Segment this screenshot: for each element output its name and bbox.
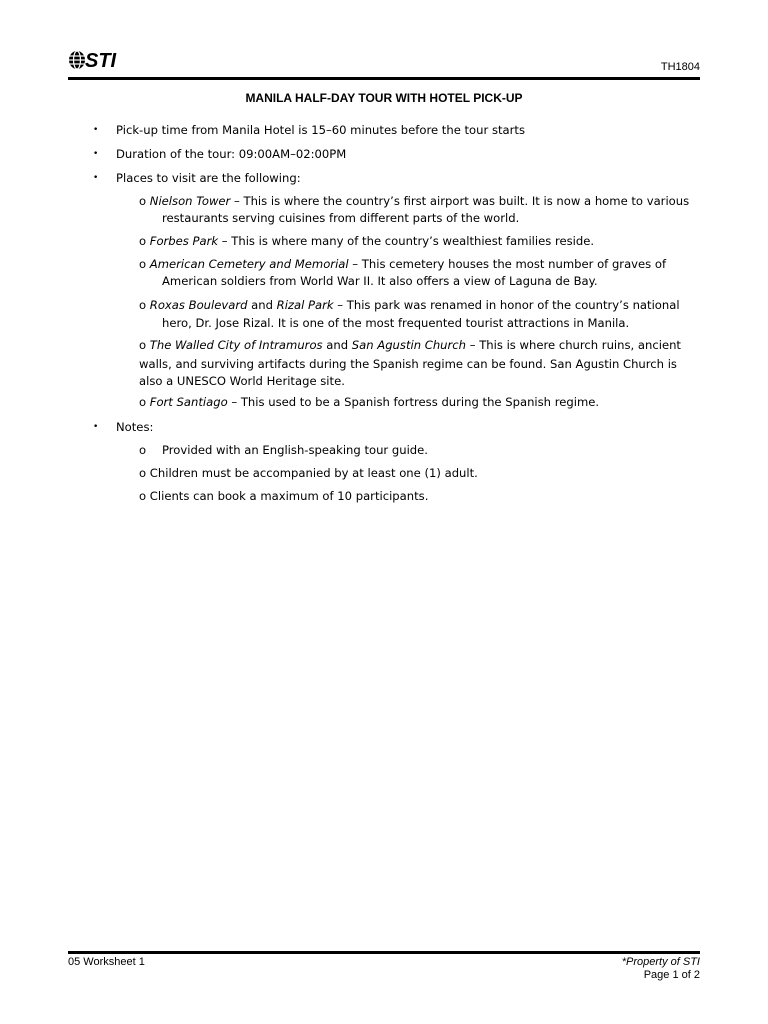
page-number: Page 1 of 2 bbox=[643, 969, 700, 981]
notes-heading: Notes: bbox=[116, 420, 154, 434]
place-joiner: and bbox=[247, 298, 277, 312]
place-name: The Walled City of Intramuros bbox=[149, 338, 323, 352]
note-text: Clients can book a maximum of 10 participants. bbox=[149, 489, 429, 503]
footer-info bbox=[622, 956, 700, 982]
svg-text:STI: STI bbox=[85, 50, 117, 72]
place-description: – This cemetery houses the most number of graves of bbox=[348, 257, 667, 271]
sti-logo bbox=[68, 47, 120, 73]
place-roxas-rizal bbox=[139, 297, 680, 313]
place-name: American Cemetery and Memorial bbox=[149, 257, 349, 271]
place-description: – This used to be a Spanish fortress during the Spanish regime. bbox=[227, 395, 600, 409]
place-description-cont: American soldiers from World War II. It also offers a view of Laguna de Bay. bbox=[162, 274, 598, 288]
place-joiner: and bbox=[322, 338, 352, 352]
place-description-cont: restaurants serving cuisines from different parts of the world. bbox=[162, 211, 520, 225]
place-description: – This is where many of the country’s wealthiest families reside. bbox=[218, 234, 595, 248]
sub-bullet-marker: o bbox=[139, 466, 150, 480]
sub-bullet-marker: o bbox=[139, 298, 150, 312]
pickup-time-item: Pick-up time from Manila Hotel is 15–60 minutes before the tour starts bbox=[116, 123, 525, 137]
note-text: Children must be accompanied by at least one (1) adult. bbox=[149, 466, 478, 480]
place-description-cont: hero, Dr. Jose Rizal. It is one of the most frequented tourist attractions in Manila. bbox=[162, 316, 630, 330]
property-notice: *Property of STI bbox=[621, 956, 700, 968]
place-american-cemetery bbox=[139, 256, 666, 272]
place-description: – This is where the country’s first airport was built. It is now a home to various bbox=[230, 194, 690, 208]
duration-item: Duration of the tour: 09:00AM–02:00PM bbox=[116, 147, 347, 161]
footer-divider bbox=[68, 951, 700, 954]
sub-bullet-marker: o bbox=[139, 443, 147, 457]
place-description-cont: also a UNESCO World Heritage site. bbox=[139, 374, 345, 388]
bullet-marker: • bbox=[93, 173, 99, 183]
place-name: Forbes Park bbox=[149, 234, 219, 248]
sub-bullet-marker: o bbox=[139, 395, 150, 409]
place-fort-santiago bbox=[139, 394, 599, 410]
sub-bullet-marker: o bbox=[139, 234, 150, 248]
places-heading: Places to visit are the following: bbox=[116, 171, 301, 185]
bullet-marker: • bbox=[93, 422, 99, 432]
document-code: TH1804 bbox=[660, 61, 700, 73]
sub-bullet-marker: o bbox=[139, 489, 150, 503]
place-intramuros bbox=[139, 337, 681, 353]
place-description: – This is where church ruins, ancient bbox=[466, 338, 681, 352]
place-nielson-tower bbox=[139, 193, 689, 209]
sub-bullet-marker: o bbox=[139, 338, 150, 352]
place-name: Nielson Tower bbox=[149, 194, 231, 208]
place-name-2: San Agustin Church bbox=[351, 338, 467, 352]
note-tour-guide: Provided with an English-speaking tour guide. bbox=[162, 443, 428, 457]
bullet-marker: • bbox=[93, 149, 99, 159]
sti-logo-icon bbox=[68, 48, 120, 72]
bullet-marker: • bbox=[93, 125, 99, 135]
place-description-cont: walls, and surviving artifacts during the Spanish regime can be found. San Agustin Church is bbox=[139, 357, 677, 371]
header-divider bbox=[68, 77, 700, 80]
page-title: MANILA HALF-DAY TOUR WITH HOTEL PICK-UP bbox=[245, 91, 523, 105]
place-name: Fort Santiago bbox=[149, 395, 228, 409]
note-children bbox=[139, 465, 478, 481]
place-name: Roxas Boulevard bbox=[149, 298, 248, 312]
worksheet-label: 05 Worksheet 1 bbox=[68, 956, 145, 968]
sub-bullet-marker: o bbox=[139, 257, 150, 271]
note-max-participants bbox=[139, 488, 428, 504]
place-forbes-park bbox=[139, 233, 594, 249]
place-name-2: Rizal Park bbox=[276, 298, 334, 312]
place-description: – This park was renamed in honor of the country’s national bbox=[333, 298, 680, 312]
sub-bullet-marker: o bbox=[139, 194, 150, 208]
